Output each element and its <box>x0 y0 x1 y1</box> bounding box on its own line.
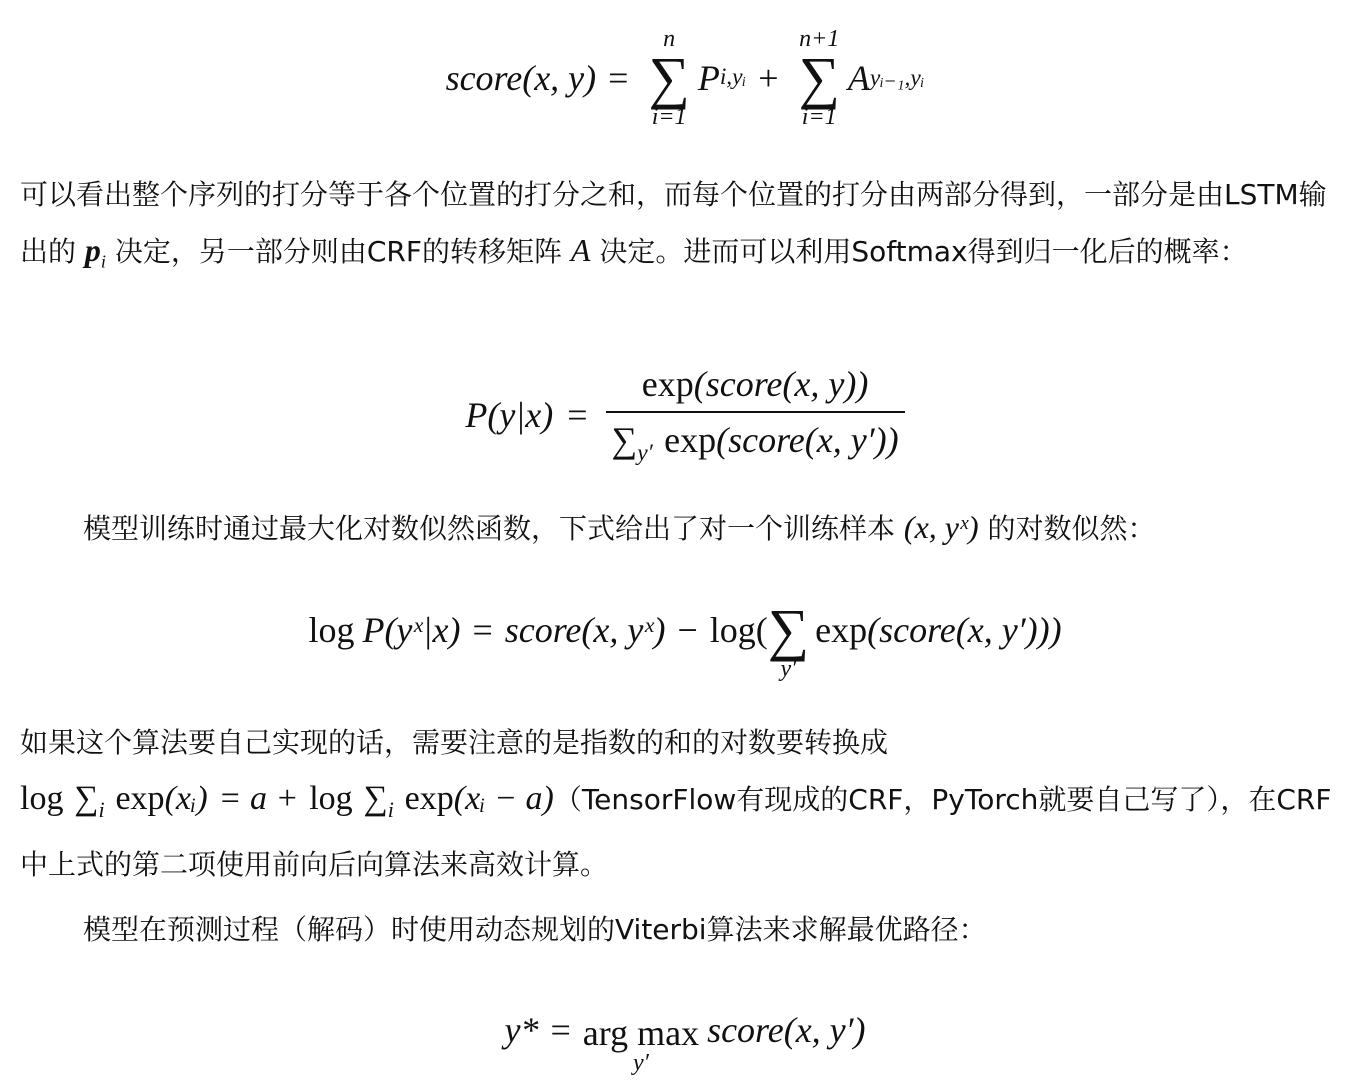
math-logsumexp <box>20 771 554 837</box>
text: 决定。进而可以利用Softmax得到归一化后的概率： <box>590 234 1248 268</box>
eq-minus: − <box>677 610 698 650</box>
arg: (xᵢ) <box>164 779 208 817</box>
log: log <box>309 779 353 817</box>
sigma-icon: ∑ <box>798 44 840 110</box>
eq-equals: = <box>608 57 629 98</box>
exp: exp <box>115 779 165 817</box>
math-p-sub: i <box>100 251 106 272</box>
text: 如果这个算法要自己实现的话，需要注意的是指数的和的对数要转换成 <box>20 726 889 759</box>
sum-lower: i=1 <box>651 103 687 130</box>
eq-equals: = <box>567 395 588 435</box>
sub: y′ <box>637 440 653 467</box>
emission-term: P <box>697 57 720 98</box>
paragraph-score-explanation <box>20 167 1350 290</box>
eq: = a + <box>218 779 299 817</box>
paragraph-log-likelihood <box>20 500 1350 557</box>
exp: exp <box>404 779 454 817</box>
text: （TensorFlow有现成的CRF，PyTorch就要自己写了），在CRF中上式的第二项使用前向后向算法来高效计算。 <box>20 782 1332 881</box>
log: log( <box>709 610 768 650</box>
sum-operator <box>648 27 689 129</box>
sum-operator <box>768 579 809 681</box>
log: log <box>308 610 355 650</box>
argmax-sub: y′ <box>632 1050 649 1076</box>
sum-operator <box>799 27 840 129</box>
numerator <box>636 363 875 411</box>
argmax-operator <box>583 985 699 1075</box>
sigma-icon: ∑ <box>74 779 99 817</box>
arg: (score(x, y)) <box>693 363 869 404</box>
log: log <box>20 779 64 817</box>
emission-sub: i,yᵢ <box>719 64 747 90</box>
math-p: p <box>84 231 101 268</box>
eq-equals: = <box>472 610 493 650</box>
exp: exp <box>664 419 717 460</box>
math-sample: (x, yˣ) <box>903 509 979 545</box>
fraction <box>606 363 905 467</box>
arg: (score(x, y′))) <box>867 610 1062 650</box>
sub: i <box>387 796 394 822</box>
eq-plus: + <box>758 57 779 98</box>
sigma-icon: ∑ <box>767 597 810 662</box>
sigma-icon: ∑ <box>611 419 638 460</box>
denominator <box>606 411 905 467</box>
sum-upper: n <box>663 25 676 52</box>
exp: exp <box>815 610 868 650</box>
sigma-icon: ∑ <box>648 44 690 110</box>
text: 可以看出整个序列的打分等于各个位置的打分之和，而每个位置的打分由两部分得到，一部分是由LSTM输出的 <box>20 178 1327 268</box>
equation-argmax <box>0 990 1370 1076</box>
transition-sub: yᵢ₋₁,yᵢ <box>869 65 925 91</box>
text: 决定，另一部分则由CRF的转移矩阵 <box>105 234 571 268</box>
eq-rhs: score(x, y′) <box>707 1010 866 1050</box>
equation-probability <box>0 355 1370 475</box>
eq-equals: = <box>550 1010 571 1050</box>
paragraph-viterbi <box>20 902 1350 958</box>
eq-lhs: P(y|x) <box>465 395 554 435</box>
sigma-icon: ∑ <box>363 779 388 817</box>
sub: i <box>98 796 105 822</box>
exp: exp <box>641 363 694 404</box>
text: 模型训练时通过最大化对数似然函数，下式给出了对一个训练样本 <box>83 512 904 545</box>
sum-lower: y′ <box>780 656 797 682</box>
score: score(x, yˣ) <box>504 610 666 650</box>
text: 的对数似然： <box>978 512 1156 545</box>
equation-score <box>0 20 1370 135</box>
eq-lhs: y* <box>504 1010 539 1050</box>
arg: (xᵢ − a) <box>453 779 554 817</box>
transition-term: A <box>847 57 870 98</box>
arg: (score(x, y′)) <box>716 419 899 460</box>
sum-upper: n+1 <box>799 25 840 52</box>
equation-log-likelihood <box>0 580 1370 680</box>
paragraph-implementation-note <box>20 715 1350 892</box>
eq-lhs: P(yˣ|x) <box>362 610 461 650</box>
math-A: A <box>570 231 591 268</box>
eq-lhs: score(x, y) <box>445 57 597 98</box>
sum-lower: i=1 <box>801 103 837 130</box>
text: 模型在预测过程（解码）时使用动态规划的Viterbi算法来求解最优路径： <box>83 913 987 946</box>
argmax: arg max <box>582 1013 700 1053</box>
